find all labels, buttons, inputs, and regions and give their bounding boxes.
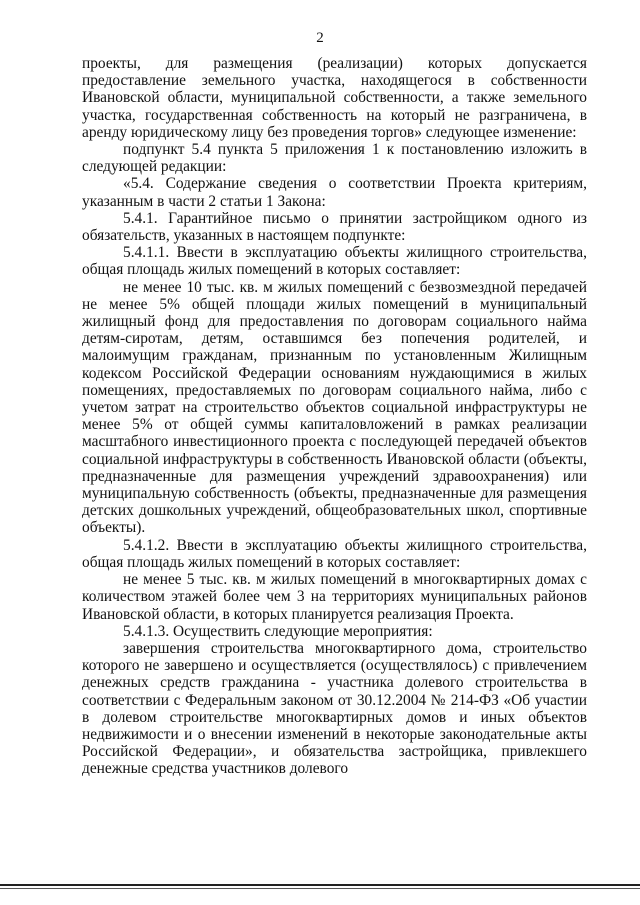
document-body bbox=[82, 55, 587, 778]
page-number: 2 bbox=[316, 30, 324, 46]
paragraph-9: 5.4.1.3. Осуществить следующие мероприятия: bbox=[123, 622, 433, 640]
paragraph-6: не менее 10 тыс. кв. м жилых помещений с безвозмездной передачей не менее 5% общей площади жилых помещений в муниципальный жилищный фонд для предоставления по договорам социального найма детям-сиротам, детям, оставшимся без попечения родителей, и малоимущим гражданам, признанным по установленным Жилищным кодексом Российской Федерации основаниям нуждающимися в жилых помещениях, предоставляемых по договорам социального найма, либо с учетом затрат на строительство объектов социальной инфраструктуры не менее 5% от общей суммы капиталовложений в рамках реализации масштабного инвестиционного проекта с последующей передачей объектов социальной инфраструктуры в собственность Ивановской области (объекты, предназначенные для размещения учреждений здравоохранения) или муниципальную собственность (объекты, предназначенные для размещения детских дошкольных учреждений, общеобразовательных школ, спортивные объекты). bbox=[82, 278, 587, 537]
paragraph-10: завершения строительства многоквартирного дома, строительство которого не завершено и осуществляется (осуществлялось) с привлечением денежных средств гражданина - участника долевого строительства в соответствии с Федеральным законом от 30.12.2004 № 214-ФЗ «Об участии в долевом строительстве многоквартирных домов и иных объектов недвижимости и о внесении изменений в некоторые законодательные акты Российской Федерации», и обязательства застройщика, привлекшего денежные средства участников долевого bbox=[82, 639, 587, 778]
paragraph-8: не менее 5 тыс. кв. м жилых помещений в многоквартирных домах с количеством этажей более чем 3 на территориях муниципальных районов Ивановской области, в которых планируется реализация Проекта. bbox=[82, 571, 587, 623]
footer-divider bbox=[0, 884, 640, 886]
paragraph-1: проекты, для размещения (реализации) которых допускается предоставление земельного участка, находящегося в собственности Ивановской области, муниципальной собственности, а также земельного участка, государственная собственность на который не разграничена, в аренду юридическому лицу без проведения торгов» следующее изменение: bbox=[82, 55, 587, 141]
paragraph-4: 5.4.1. Гарантийное письмо о принятии застройщиком одного из обязательств, указанных в настоящем подпункте: bbox=[82, 209, 587, 245]
footer-divider-thin bbox=[0, 888, 640, 889]
paragraph-3: «5.4. Содержание сведения о соответствии Проекта критериям, указанным в части 2 статьи 1 Закона: bbox=[82, 175, 587, 210]
paragraph-7: 5.4.1.2. Ввести в эксплуатацию объекты жилищного строительства, общая площадь жилых помещений в которых составляет: bbox=[82, 536, 587, 571]
paragraph-5: 5.4.1.1. Ввести в эксплуатацию объекты жилищного строительства, общая площадь жилых помещений в которых составляет: bbox=[82, 244, 587, 279]
paragraph-2: подпункт 5.4 пункта 5 приложения 1 к постановлению изложить в следующей редакции: bbox=[82, 141, 587, 176]
